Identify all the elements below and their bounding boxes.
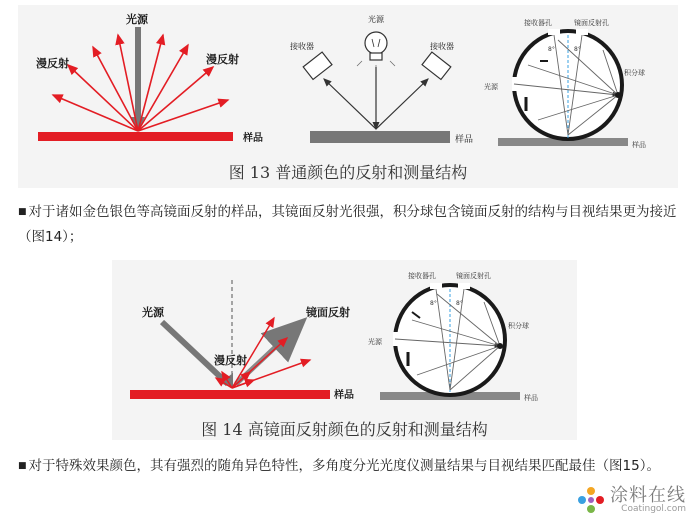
sample-label: 样品 — [632, 141, 646, 149]
sample-label: 样品 — [524, 394, 538, 402]
diffuse-label-right: 漫反射 — [206, 53, 239, 66]
receiver-port-label: 接收器孔 — [408, 272, 436, 280]
watermark-cn: 涂料在线 — [610, 484, 686, 506]
figure-13-diagrams — [18, 5, 678, 155]
diffuse-label: 漫反射 — [214, 354, 247, 367]
light-source-label: 光源 — [126, 13, 148, 26]
receiver-diagram — [290, 14, 473, 145]
receiver-right-icon — [422, 52, 451, 79]
sphere-label: 积分球 — [508, 322, 529, 330]
paragraph-2-text: 对于特殊效果颜色，其有强烈的随角异色特性，多角度分光光度仪测量结果与目视结果匹配最佳（图15）。 — [28, 458, 660, 474]
sample-label: 样品 — [455, 135, 474, 145]
watermark — [576, 485, 686, 515]
coatingol-logo-icon — [576, 485, 606, 515]
specular-port-label: 镜面反射孔 — [574, 19, 609, 27]
bullet: ■ — [18, 207, 27, 217]
specular-port-label: 镜面反射孔 — [456, 272, 491, 280]
paragraph-1-text: 对于诸如金色银色等高镜面反射的样品，其镜面反射光很强，积分球包含镜面反射的结构与目视结果更为接近（图14）； — [18, 204, 677, 245]
light-source-label: 光源 — [484, 83, 498, 91]
sample-bar — [310, 131, 450, 143]
angle-left-label: 8° — [548, 46, 555, 53]
diffuse-reflection-diagram — [36, 12, 263, 144]
angle-right-label: 8° — [456, 300, 463, 307]
figure-14 — [112, 260, 577, 440]
figure-13-caption: 图 13 普通颜色的反射和测量结构 — [228, 163, 468, 182]
figure-14-caption: 图 14 高镜面反射颜色的反射和测量结构 — [201, 420, 488, 439]
sample-label: 样品 — [243, 133, 263, 144]
light-source-label: 光源 — [368, 15, 384, 24]
bullet: ■ — [18, 461, 27, 471]
sample-bar — [130, 390, 330, 399]
sphere-label: 积分球 — [624, 69, 645, 77]
paragraph-2 — [18, 454, 678, 479]
watermark-en: Coatingol.com — [621, 503, 686, 514]
light-source-label: 光源 — [142, 306, 164, 319]
receiver-left-label: 接收器 — [290, 42, 314, 51]
receiver-right-label: 接收器 — [430, 42, 454, 51]
angle-right-label: 8° — [574, 46, 581, 53]
diffuse-label-left: 漫反射 — [36, 57, 69, 70]
receiver-left-icon — [303, 52, 332, 79]
specular-reflection-diagram — [130, 280, 354, 401]
lamp-icon — [365, 32, 387, 54]
integrating-sphere-diagram — [484, 18, 646, 149]
light-source-label: 光源 — [368, 338, 382, 346]
specular-label: 镜面反射 — [306, 306, 350, 319]
figure-13 — [18, 5, 678, 188]
sample-label: 样品 — [334, 390, 354, 401]
angle-left-label: 8° — [430, 300, 437, 307]
receiver-port-label: 接收器孔 — [524, 19, 552, 27]
integrating-sphere-diagram — [368, 271, 538, 402]
incident-light-beam — [162, 322, 228, 384]
paragraph-1 — [18, 200, 678, 250]
sample-bar — [38, 132, 233, 141]
figure-14-diagrams — [112, 260, 577, 410]
